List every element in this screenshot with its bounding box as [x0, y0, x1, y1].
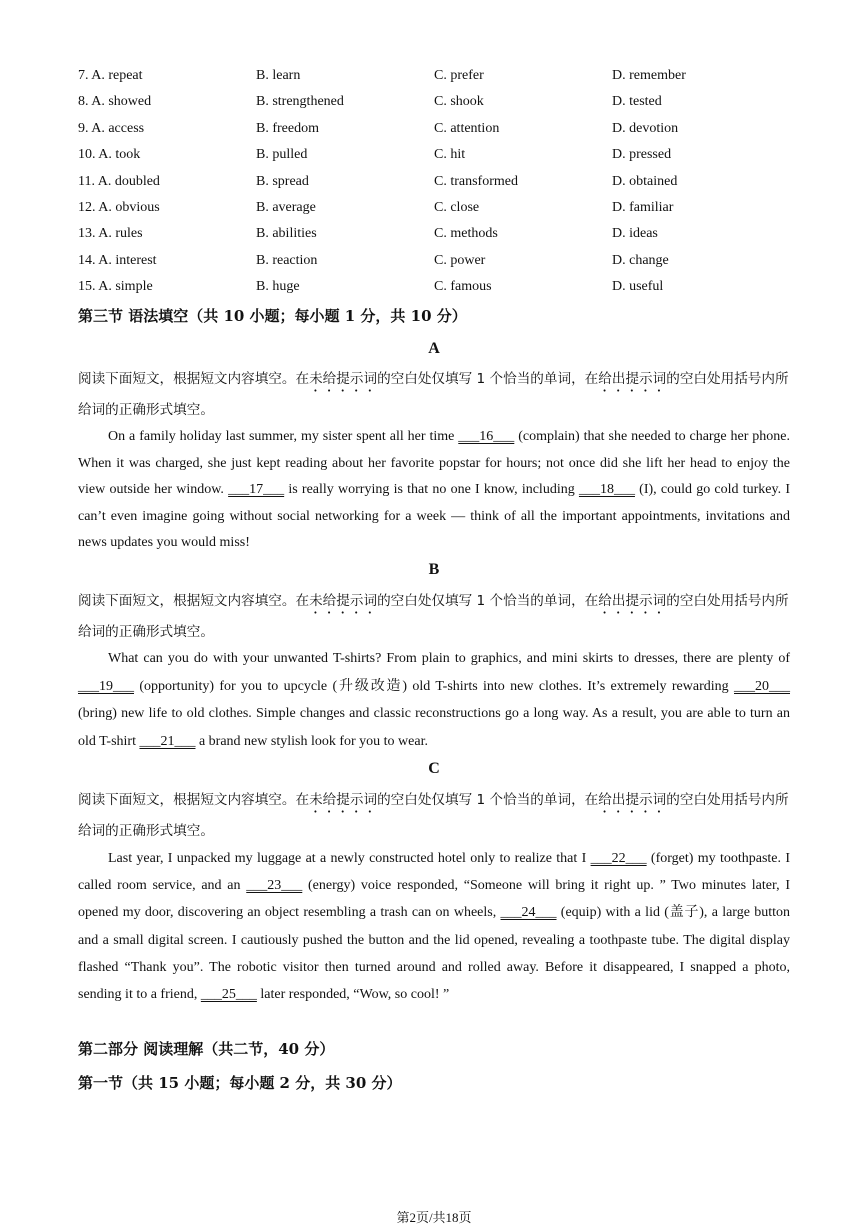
instruction-emphasis: 给出提示词 — [598, 371, 667, 387]
choice-row — [78, 251, 798, 277]
option-a: 13. A. rules — [78, 226, 143, 242]
section-3-heading: 第三节 语法填空（共 10 小题；每小题 1 分，共 10 分） — [78, 307, 467, 325]
choice-table — [78, 66, 798, 304]
option-d: D. tested — [612, 94, 662, 110]
option-b: B. reaction — [256, 252, 318, 268]
instruction-emphasis: 给出提示词 — [598, 792, 667, 808]
blank-17: ___17___ — [228, 482, 285, 497]
option-a: 12. A. obvious — [78, 199, 160, 215]
passage-c-text — [78, 845, 790, 1008]
passage-text: (I), could go cold turkey. I can’t even imagine going without social networking for a week — think of all the important appointments, invitations and news updates you would miss! — [78, 482, 790, 550]
option-c: C. transformed — [434, 173, 518, 189]
option-c: C. attention — [434, 120, 500, 136]
option-d: D. pressed — [612, 147, 672, 163]
choice-row — [78, 172, 798, 198]
option-b: B. pulled — [256, 147, 308, 163]
instruction-emphasis: 未给提示词 — [309, 371, 378, 387]
passage-text: (equip) with a lid (盖子), a large button and a small digital screen. I cautiously pushed the button and the lid opened, revealing a toothpaste tube. The digital display flashed “Thank you”. The robotic visitor then turned around and rolled away. Before it disappeared, I snapped a photo, sending it to a friend, — [78, 905, 790, 1003]
blank-21: ___21___ — [139, 733, 196, 749]
option-a: 8. A. showed — [78, 94, 152, 110]
option-d: D. ideas — [612, 226, 658, 242]
blank-22: ___22___ — [590, 851, 647, 866]
option-a: 7. A. repeat — [78, 68, 143, 83]
instruction-text: 的空白处仅填写 1 个恰当的单词，在 — [377, 792, 599, 808]
option-b: B. abilities — [256, 226, 317, 242]
choice-row — [78, 145, 798, 171]
option-b: B. average — [256, 199, 316, 215]
instruction-text: 阅读下面短文，根据短文内容填空。在 — [78, 792, 310, 808]
option-c: C. close — [434, 199, 480, 215]
page-footer: 第2页/共18页 — [396, 1210, 472, 1225]
instruction-a — [78, 364, 793, 425]
passage-text: (opportunity) for you to upcycle (升级改造) old T-shirts into new clothes. It’s extremely rewarding — [134, 678, 734, 694]
choice-row — [78, 92, 798, 118]
passage-text: (forget) my toothpaste. I called room service, and an — [78, 851, 790, 894]
passage-text: What can you do with your unwanted T-shirts? From plain to graphics, and mini skirts to dresses, there are plenty of — [108, 651, 790, 666]
instruction-text: 的空白处仅填写 1 个恰当的单词，在 — [377, 371, 599, 387]
passage-c — [78, 845, 790, 1008]
option-b: B. freedom — [256, 120, 319, 136]
option-d: D. obtained — [612, 173, 678, 189]
passage-text: Last year, I unpacked my luggage at a newly constructed hotel only to realize that I — [108, 851, 591, 866]
blank-18: ___18___ — [578, 482, 635, 497]
option-b: B. huge — [256, 279, 300, 295]
instruction-emphasis: 未给提示词 — [309, 593, 378, 609]
passage-a — [78, 424, 790, 557]
choice-row — [78, 198, 798, 224]
choice-row — [78, 224, 798, 250]
passage-text: is really worrying is that no one I know, including — [284, 482, 579, 497]
option-a: 15. A. simple — [78, 279, 153, 295]
option-b: B. strengthened — [256, 94, 344, 110]
passage-text: On a family holiday last summer, my sister spent all her time — [108, 429, 459, 444]
blank-19: ___19___ — [78, 678, 134, 694]
option-c: C. famous — [434, 279, 492, 295]
option-c: C. hit — [434, 147, 466, 163]
passage-text: (energy) voice responded, “Someone will bring it right up. ” Two minutes later, I opened my door, discovering an object resembling a trash can on wheels, — [78, 878, 790, 921]
option-a: 9. A. access — [78, 120, 145, 136]
instruction-b — [78, 586, 793, 647]
part-2-heading: 第二部分 阅读理解（共二节，40 分） — [78, 1040, 335, 1058]
blank-24: ___24___ — [500, 905, 557, 921]
blank-16: ___16___ — [458, 429, 515, 444]
option-d: D. devotion — [612, 120, 679, 136]
instruction-emphasis: 给出提示词 — [598, 593, 667, 609]
instruction-text: 阅读下面短文，根据短文内容填空。在 — [78, 593, 310, 609]
passage-text: later responded, “Wow, so cool! ” — [256, 987, 450, 1003]
choice-row — [78, 277, 798, 303]
passage-a-text — [78, 424, 790, 557]
choice-row — [78, 66, 798, 92]
option-d: D. familiar — [612, 199, 674, 215]
option-a: 10. A. took — [78, 147, 141, 163]
instruction-c — [78, 785, 793, 846]
option-b: B. learn — [256, 68, 301, 83]
option-c: C. shook — [434, 94, 484, 110]
option-c: C. power — [434, 252, 486, 268]
passage-c-letter: C — [428, 760, 440, 777]
passage-b-letter: B — [428, 561, 440, 578]
passage-b — [78, 645, 790, 755]
instruction-text: 阅读下面短文，根据短文内容填空。在 — [78, 371, 310, 387]
option-c: C. methods — [434, 226, 498, 242]
option-d: D. change — [612, 252, 669, 268]
instruction-emphasis: 未给提示词 — [309, 792, 378, 808]
option-c: C. prefer — [434, 68, 484, 83]
instruction-text: 的空白处仅填写 1 个恰当的单词，在 — [377, 593, 599, 609]
blank-20: ___20___ — [734, 678, 790, 694]
instruction-text: 的空白处用括号内所给词的正确形式填空。 — [78, 371, 789, 418]
option-a: 11. A. doubled — [78, 173, 160, 189]
option-d: D. remember — [612, 68, 686, 83]
instruction-text: 的空白处用括号内所给词的正确形式填空。 — [78, 593, 789, 640]
option-d: D. useful — [612, 279, 664, 295]
passage-text: (complain) that she needed to charge her phone. When it was charged, she just kept reading about her favorite popstar for hours; not once did she lift her head to enjoy the view outside her window. — [78, 429, 791, 497]
option-a: 14. A. interest — [78, 252, 157, 268]
blank-23: ___23___ — [246, 878, 303, 894]
passage-text: a brand new stylish look for you to wear. — [195, 733, 428, 749]
option-b: B. spread — [256, 173, 309, 189]
passage-text: (bring) new life to old clothes. Simple changes and classic reconstructions go a long way. As a result, you are able to turn an old T-shirt — [78, 706, 790, 749]
passage-b-text — [78, 645, 790, 755]
section-1-heading: 第一节（共 15 小题；每小题 2 分，共 30 分） — [78, 1074, 402, 1092]
choice-row — [78, 119, 798, 145]
blank-25: ___25___ — [200, 987, 257, 1003]
passage-a-letter: A — [428, 340, 440, 357]
instruction-text: 的空白处用括号内所给词的正确形式填空。 — [78, 792, 789, 839]
